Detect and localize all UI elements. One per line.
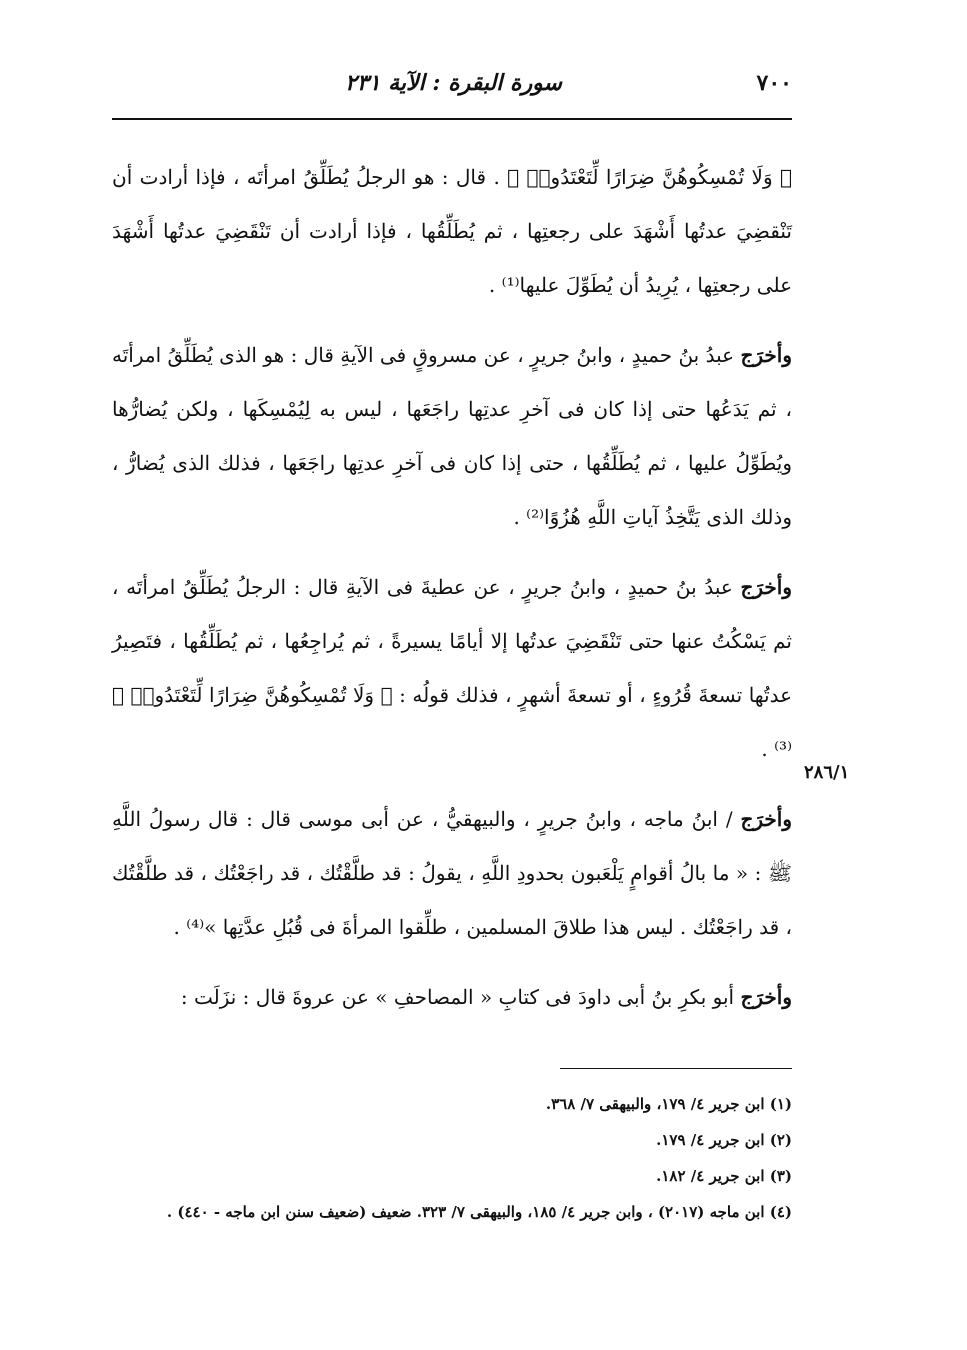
paragraph-lead: وأخرَج — [740, 575, 792, 599]
running-title: سورة البقرة : الآية ٢٣١ — [345, 70, 562, 96]
page-header — [112, 70, 792, 110]
paragraph — [112, 792, 792, 954]
paragraph-text: عبدُ بنُ حميدٍ ، وابنُ جريرٍ ، عن عطيةَ فى الآيةِ قال : الرجلُ يُطَلِّقُ امرأتَه ، ثم يَسْكُتُ عنها حتى تَنْقَضِيَ عدتُها إلا أيامًا يسيرةً ، ثم يُراجِعُها ، ثم يُطَلِّقُها ، فتَصِيرُ عدتُها تسعةَ قُرُوءٍ ، أو تسعةَ أشهرٍ ، فذلك قولُه : ﴿ وَلَا تُمْسِكُوهُنَّ ضِرَارًا لِّتَعْتَدُوا۟ ﴾⁽³⁾ . — [112, 575, 792, 761]
footnote: (٤) ابن ماجه (٢٠١٧) ، وابن جرير ٤/ ١٨٥، والبيهقى ٧/ ٣٢٣. ضعيف (ضعيف سنن ابن ماجه - ٤٤٠) . — [166, 1203, 792, 1221]
paragraph — [112, 328, 792, 544]
paragraph-lead: وأخرَج — [740, 807, 792, 831]
paragraph-text: عبدُ بنُ حميدٍ ، وابنُ جريرٍ ، عن مسروقٍ فى الآيةِ قال : هو الذى يُطَلِّقُ امرأتَه ، ثم يَدَعُها حتى إذا كان فى آخرِ عدتِها راجَعَها ، ليس به لِيُمْسِكَها ، ولكن يُضارُّها ويُطَوِّلُ عليها ، ثم يُطَلِّقُها ، حتى إذا كان فى آخرِ عدتِها راجَعَها ، فذلك الذى يُضارُّ ، وذلك الذى يَتَّخِذُ آياتِ اللَّهِ هُزُوًا⁽²⁾ . — [112, 343, 792, 529]
paragraph — [112, 560, 792, 776]
paragraph-lead: وأخرَج — [740, 343, 792, 367]
footnotes — [100, 1086, 792, 1230]
footnote: (٣) ابن جرير ٤/ ١٨٢. — [656, 1167, 792, 1185]
paragraph-text: أبو بكرِ بنُ أبى داودَ فى كتابِ « المصاحفِ » عن عروةَ قال : نزَلَت : — [180, 985, 741, 1009]
footnote: (٢) ابن جرير ٤/ ١٧٩. — [656, 1131, 792, 1149]
paragraph — [112, 150, 792, 312]
margin-reference: ٢٨٦/١ — [804, 762, 850, 783]
footnote-rule — [560, 1068, 792, 1069]
paragraph-text: / ابنُ ماجه ، وابنُ جريرٍ ، والبيهقيُّ ، عن أبى موسى قال : قال رسولُ اللَّهِ ﷺ : « ما بالُ أقوامٍ يَلْعَبون بحدودِ اللَّهِ ، يقولُ : قد طلَّقْتُك ، قد راجَعْتُك ، قد طلَّقْتُك ، قد راجَعْتُك . ليس هذا طلاقَ المسلمين ، طلِّقوا المرأةَ فى قُبُلِ عدَّتِها »⁽⁴⁾ . — [112, 807, 792, 939]
paragraph-lead: وأخرَج — [740, 985, 792, 1009]
paragraph-text: ﴿ وَلَا تُمْسِكُوهُنَّ ضِرَارًا لِّتَعْتَدُوا۟ ﴾ . قال : هو الرجلُ يُطَلِّقُ امرأتَه ، فإذا أرادت أن تَنْقضِيَ عدتُها أَشْهَدَ على رجعتِها ، ثم يُطَلِّقُها ، فإذا أرادت أن تَنْقَضِيَ عدتُها أَشْهَدَ على رجعتِها ، يُرِيدُ أن يُطَوِّلَ عليها⁽¹⁾ . — [112, 165, 792, 297]
paragraph — [112, 970, 792, 1024]
body-text — [112, 150, 792, 1040]
footnote: (١) ابن جرير ٤/ ١٧٩، والبيهقى ٧/ ٣٦٨. — [545, 1095, 792, 1113]
page-number: ٧٠٠ — [756, 70, 792, 96]
header-rule — [112, 118, 792, 120]
